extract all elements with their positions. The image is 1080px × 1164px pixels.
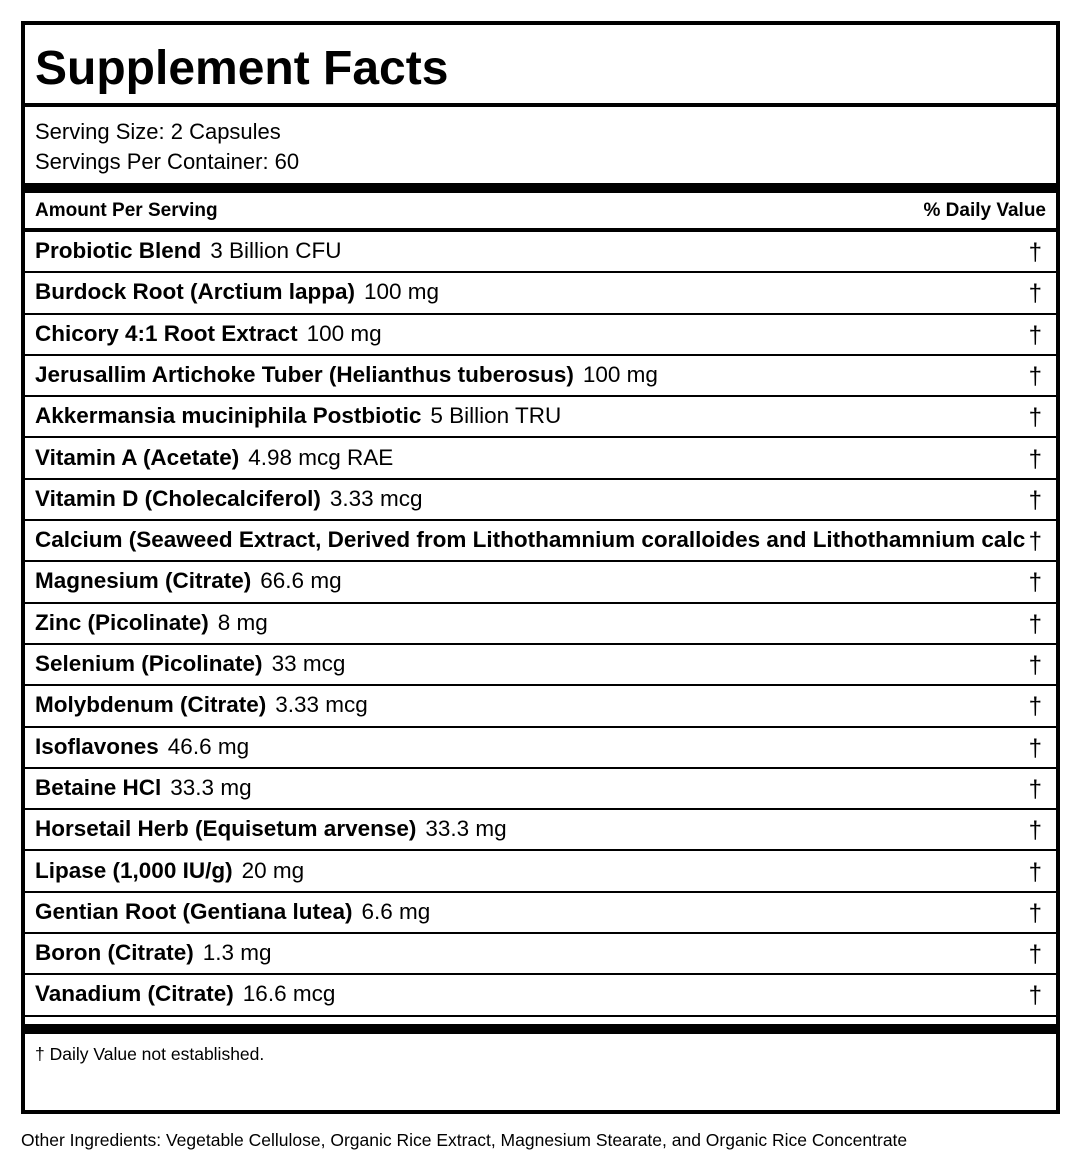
nutrient-name: Lipase (1,000 IU/g) — [35, 857, 233, 883]
amount-per-serving-header: Amount Per Serving — [35, 200, 218, 221]
nutrient-text — [35, 277, 439, 307]
daily-value-dagger: † — [1028, 982, 1042, 1010]
nutrient-text — [35, 360, 658, 390]
daily-value-dagger: † — [1028, 817, 1042, 845]
nutrient-text — [35, 732, 249, 762]
nutrient-amount: 33.3 mg — [170, 774, 252, 800]
nutrient-amount: 3 Billion CFU — [210, 238, 342, 263]
nutrient-text — [35, 856, 304, 886]
nutrient-amount: 33.3 mg — [425, 816, 507, 842]
nutrient-name: Vitamin A (Acetate) — [35, 444, 240, 470]
panel-title: Supplement Facts — [35, 42, 449, 95]
nutrient-amount: 6.6 mg — [361, 898, 431, 924]
nutrient-row — [25, 232, 1056, 273]
nutrient-row — [25, 852, 1056, 893]
daily-value-dagger: † — [1028, 528, 1042, 556]
serving-thick-divider — [25, 183, 1056, 193]
nutrient-row — [25, 397, 1056, 438]
daily-value-dagger: † — [1028, 693, 1042, 721]
nutrient-name: Burdock Root (Arctium lappa) — [35, 279, 356, 305]
nutrient-amount: 16.6 mcg — [242, 981, 336, 1007]
nutrient-text — [35, 938, 272, 968]
nutrient-name: Akkermansia muciniphila Postbiotic — [35, 403, 422, 429]
nutrient-row — [25, 604, 1056, 645]
daily-value-dagger: † — [1028, 899, 1042, 927]
daily-value-dagger: † — [1028, 775, 1042, 803]
daily-value-dagger: † — [1028, 569, 1042, 597]
nutrient-row — [25, 521, 1056, 562]
nutrient-text — [35, 773, 252, 803]
nutrient-row — [25, 893, 1056, 934]
nutrient-row — [25, 439, 1056, 480]
nutrient-row — [25, 480, 1056, 521]
title-divider — [25, 103, 1056, 107]
nutrient-amount: 1.3 mg — [202, 940, 272, 966]
nutrient-amount: 4.98 mcg RAE — [248, 444, 394, 470]
nutrient-name: Jerusallim Artichoke Tuber (Helianthus tuberosus) — [35, 361, 574, 387]
nutrient-text — [35, 690, 368, 720]
nutrient-amount: 33 mcg — [271, 651, 346, 676]
nutrient-row — [25, 562, 1056, 603]
nutrient-name: Calcium (Seaweed Extract, Derived from Lithothamnium coralloides and Lithothamnium calc — [35, 527, 1026, 553]
nutrient-name: Chicory 4:1 Root Extract — [35, 320, 298, 346]
daily-value-dagger: † — [1028, 652, 1042, 679]
daily-value-dagger: † — [1028, 610, 1042, 638]
nutrient-name: Magnesium (Citrate) — [35, 568, 252, 594]
daily-value-header: % Daily Value — [923, 200, 1046, 221]
nutrient-name: Gentian Root (Gentiana lutea) — [35, 898, 353, 924]
daily-value-dagger: † — [1028, 941, 1042, 969]
nutrient-name: Vanadium (Citrate) — [35, 981, 234, 1007]
nutrient-text — [35, 319, 382, 349]
nutrient-row — [25, 645, 1056, 686]
nutrient-name: Boron (Citrate) — [35, 940, 194, 966]
nutrient-name: Vitamin D (Cholecalciferol) — [35, 485, 321, 511]
supplement-facts-panel — [21, 21, 1060, 1114]
nutrient-amount: 20 mg — [241, 857, 305, 883]
nutrient-amount: 100 mg — [306, 320, 382, 346]
daily-value-dagger: † — [1028, 858, 1042, 886]
nutrient-amount: 5 Billion TRU — [430, 403, 562, 429]
nutrient-row — [25, 273, 1056, 314]
nutrient-name: Isoflavones — [35, 733, 159, 759]
footnote: † Daily Value not established. — [35, 1044, 265, 1064]
nutrient-row — [25, 975, 1056, 1016]
daily-value-dagger: † — [1028, 404, 1042, 432]
nutrient-row — [25, 315, 1056, 356]
nutrient-row — [25, 356, 1056, 397]
daily-value-dagger: † — [1028, 486, 1042, 514]
daily-value-dagger: † — [1028, 362, 1042, 390]
nutrient-amount: 3.33 mcg — [275, 692, 368, 718]
servings-per-container: Servings Per Container: 60 — [35, 149, 300, 174]
nutrient-row — [25, 810, 1056, 851]
nutrient-text — [35, 979, 335, 1009]
nutrient-text — [35, 443, 393, 473]
nutrient-name: Molybdenum (Citrate) — [35, 692, 267, 718]
nutrient-amount: 66.6 mg — [260, 568, 342, 594]
nutrient-text — [35, 525, 1034, 555]
nutrient-name: Selenium (Picolinate) — [35, 651, 263, 676]
nutrient-text — [35, 649, 345, 679]
nutrient-amount: 3.33 mcg — [329, 485, 423, 511]
nutrient-text — [35, 566, 342, 596]
other-ingredients: Other Ingredients: Vegetable Cellulose, Organic Rice Extract, Magnesium Stearate, and Organic Rice Concentrate — [21, 1130, 908, 1150]
bottom-thick-divider — [25, 1024, 1056, 1034]
nutrient-name: Zinc (Picolinate) — [35, 609, 209, 635]
nutrient-text — [35, 897, 430, 927]
nutrient-text — [35, 608, 268, 638]
daily-value-dagger: † — [1028, 280, 1042, 308]
row-divider — [25, 1015, 1056, 1017]
nutrient-amount: 100 mg — [364, 279, 440, 305]
daily-value-dagger: † — [1028, 734, 1042, 762]
nutrient-row — [25, 728, 1056, 769]
nutrient-text — [35, 401, 561, 431]
nutrient-text — [35, 236, 342, 266]
nutrient-name: Horsetail Herb (Equisetum arvense) — [35, 816, 417, 842]
daily-value-dagger: † — [1028, 321, 1042, 349]
nutrient-text — [35, 814, 507, 844]
nutrient-text — [35, 484, 422, 514]
nutrient-row — [25, 769, 1056, 810]
daily-value-dagger: † — [1028, 445, 1042, 473]
serving-size: Serving Size: 2 Capsules — [35, 119, 281, 144]
nutrient-name: Betaine HCl — [35, 774, 162, 800]
nutrient-amount: 46.6 mg — [167, 733, 250, 759]
nutrient-amount: 100 mg — [582, 361, 658, 387]
nutrient-row — [25, 686, 1056, 727]
nutrient-name: Probiotic Blend — [35, 238, 202, 263]
nutrient-amount: 8 mg — [217, 609, 268, 635]
daily-value-dagger: † — [1028, 239, 1042, 266]
nutrient-row — [25, 934, 1056, 975]
